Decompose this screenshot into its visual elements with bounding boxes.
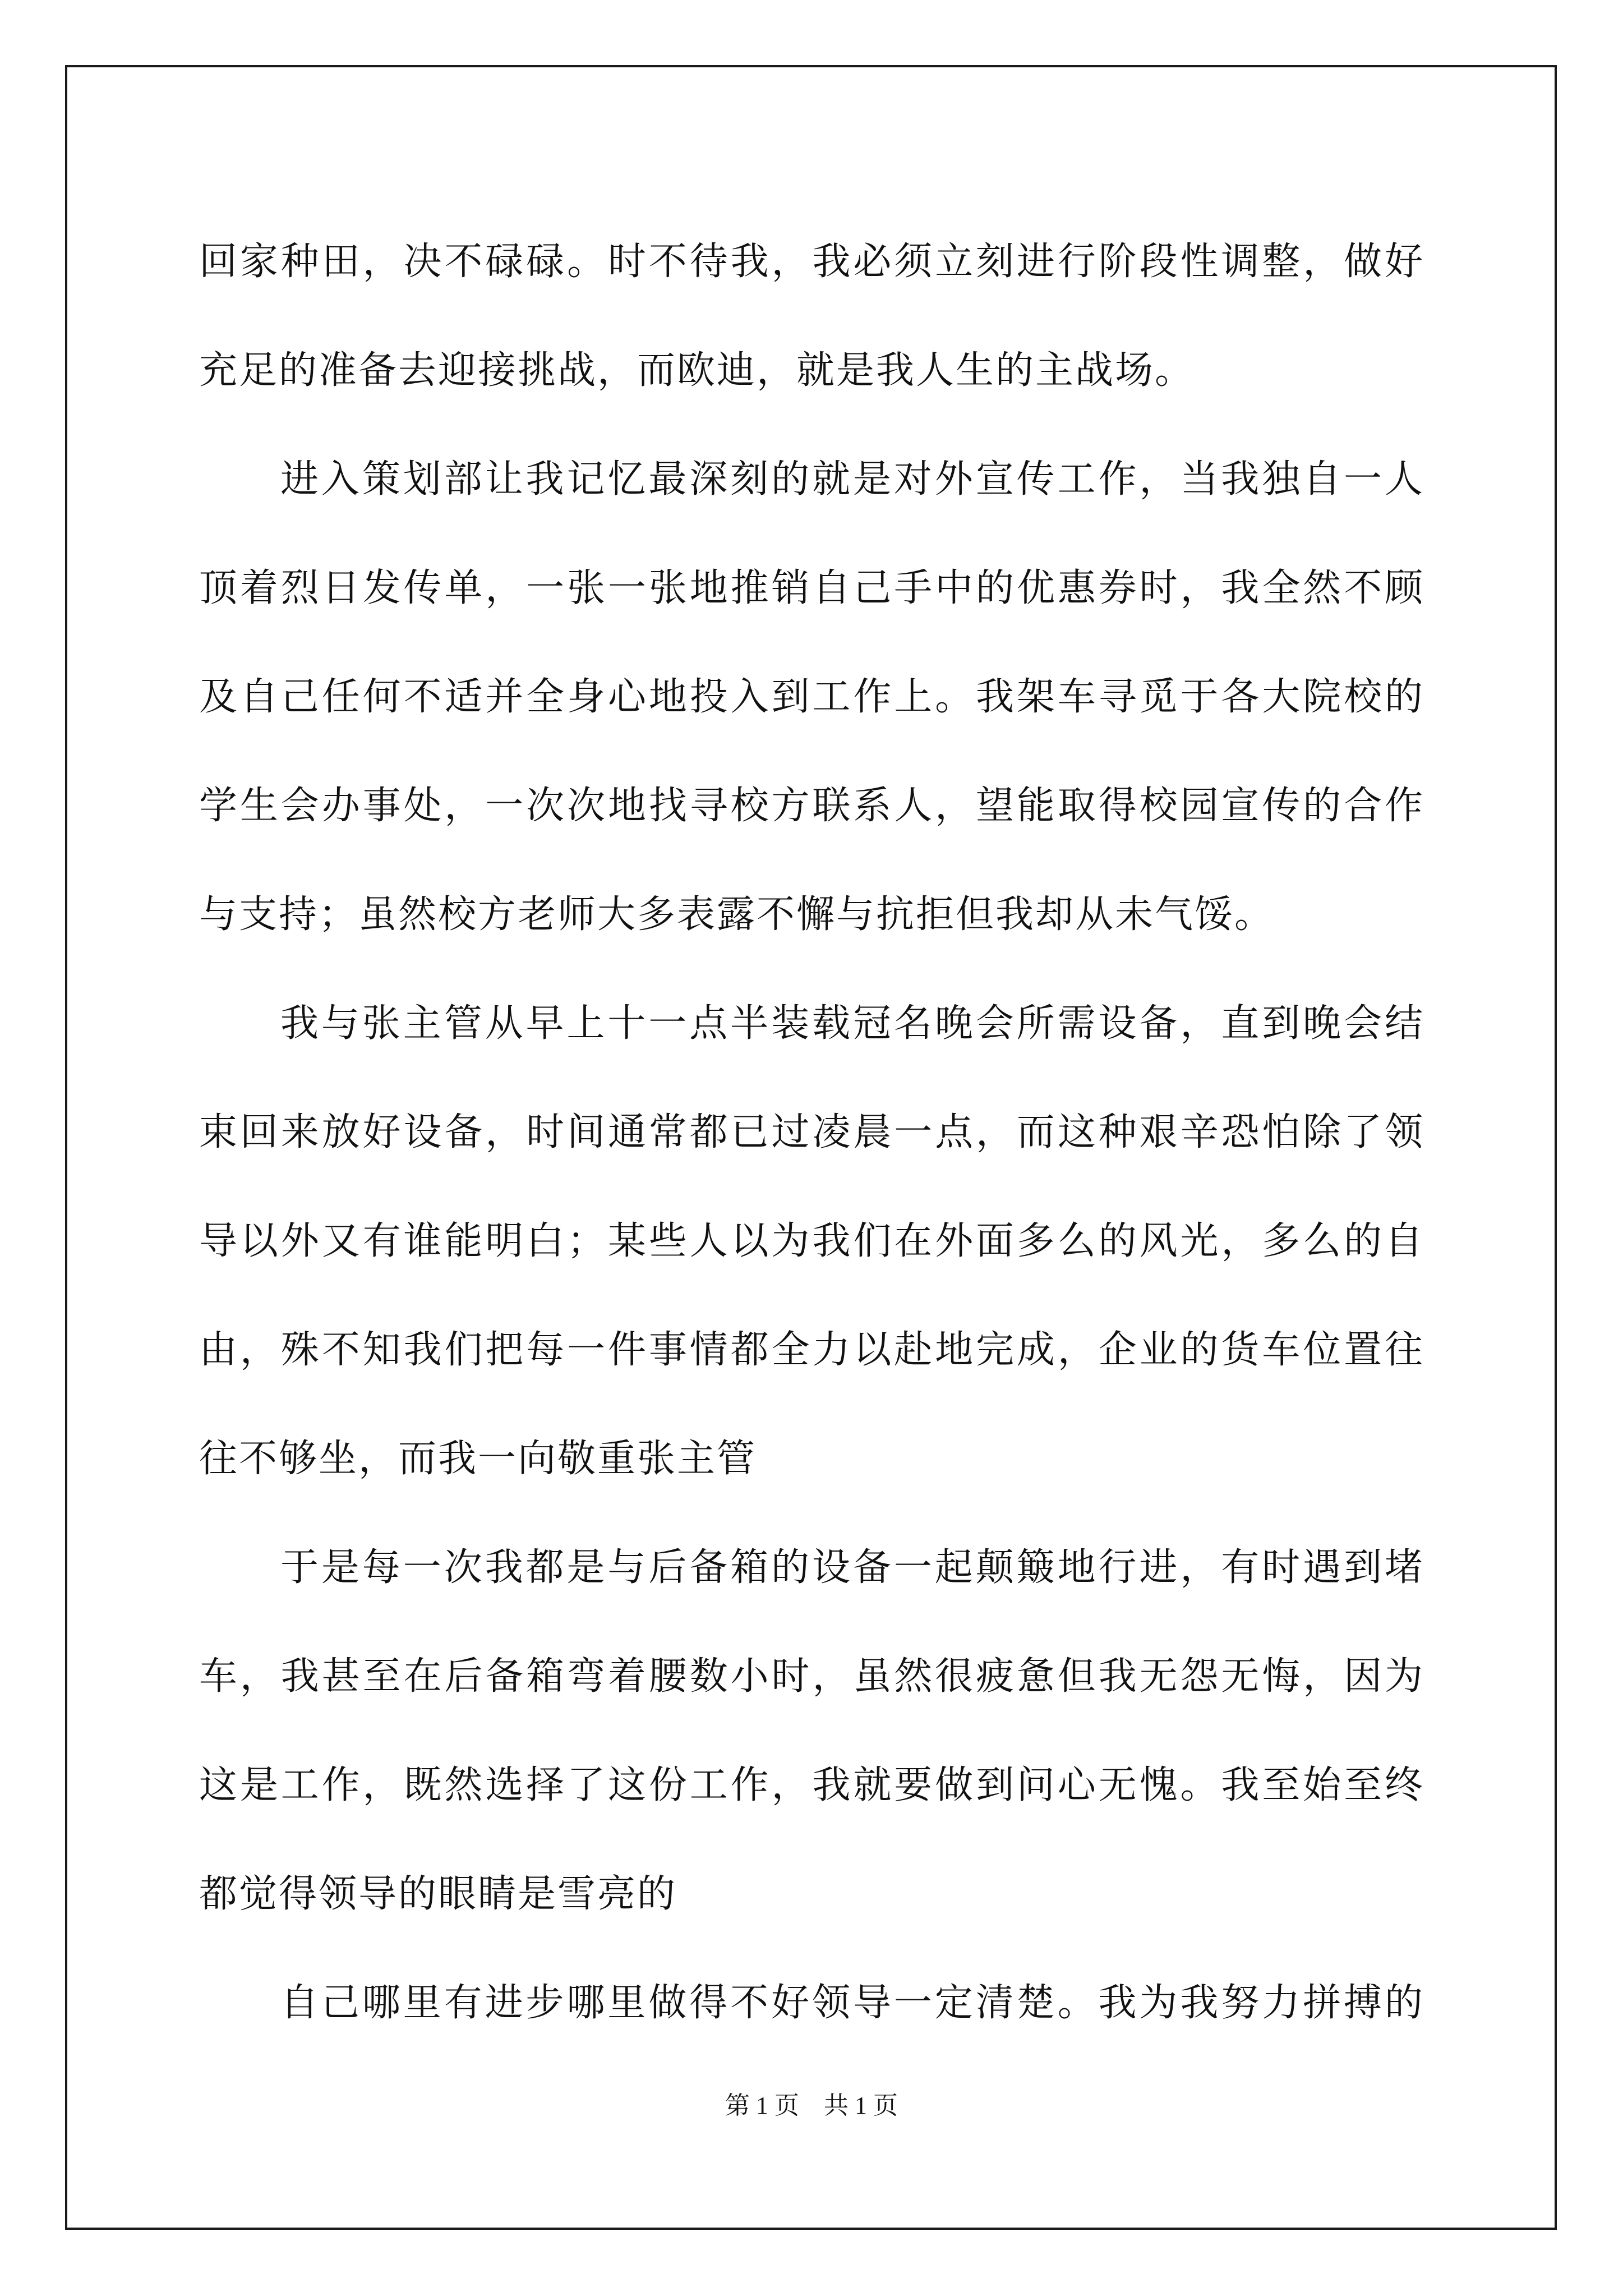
text-line: 顶着烈日发传单，一张一张地推销自己手中的优惠券时，我全然不顾 (199, 566, 1424, 610)
text-line: 往不够坐，而我一向敬重张主管 (199, 1437, 757, 1481)
text-line: 这是工作，既然选择了这份工作，我就要做到问心无愧。我至始至终 (199, 1763, 1424, 1807)
text-line: 及自己任何不适并全身心地投入到工作上。我架车寻觅于各大院校的 (199, 675, 1424, 719)
text-line: 回家种田，决不碌碌。时不待我，我必须立刻进行阶段性调整，做好 (199, 240, 1424, 284)
document-body (199, 208, 1424, 2058)
paragraph-first-line: 进入策划部让我记忆最深刻的就是对外宣传工作，当我独自一人 (280, 457, 1424, 501)
text-line: 都觉得领导的眼睛是雪亮的 (199, 1872, 677, 1916)
paragraph-first-line: 于是每一次我都是与后备箱的设备一起颠簸地行进，有时遇到堵 (280, 1545, 1424, 1590)
text-line: 束回来放好设备，时间通常都已过凌晨一点，而这种艰辛恐怕除了领 (199, 1110, 1424, 1154)
text-line: 充足的准备去迎接挑战，而欧迪，就是我人生的主战场。 (199, 348, 1195, 393)
page-number-footer: 第 1 页 共 1 页 (725, 2092, 898, 2119)
paragraph-first-line: 自己哪里有进步哪里做得不好领导一定清楚。我为我努力拼搏的 (280, 1981, 1424, 2025)
paragraph-first-line: 我与张主管从早上十一点半装载冠名晚会所需设备，直到晚会结 (280, 1001, 1424, 1046)
text-line: 与支持；虽然校方老师大多表露不懈与抗拒但我却从未气馁。 (199, 892, 1275, 937)
text-line: 由，殊不知我们把每一件事情都全力以赴地完成，企业的货车位置往 (199, 1328, 1424, 1372)
text-line: 学生会办事处，一次次地找寻校方联系人，望能取得校园宣传的合作 (199, 784, 1424, 828)
text-line: 车，我甚至在后备箱弯着腰数小时，虽然很疲惫但我无怨无悔，因为 (199, 1654, 1424, 1699)
text-line: 导以外又有谁能明白；某些人以为我们在外面多么的风光，多么的自 (199, 1219, 1424, 1263)
